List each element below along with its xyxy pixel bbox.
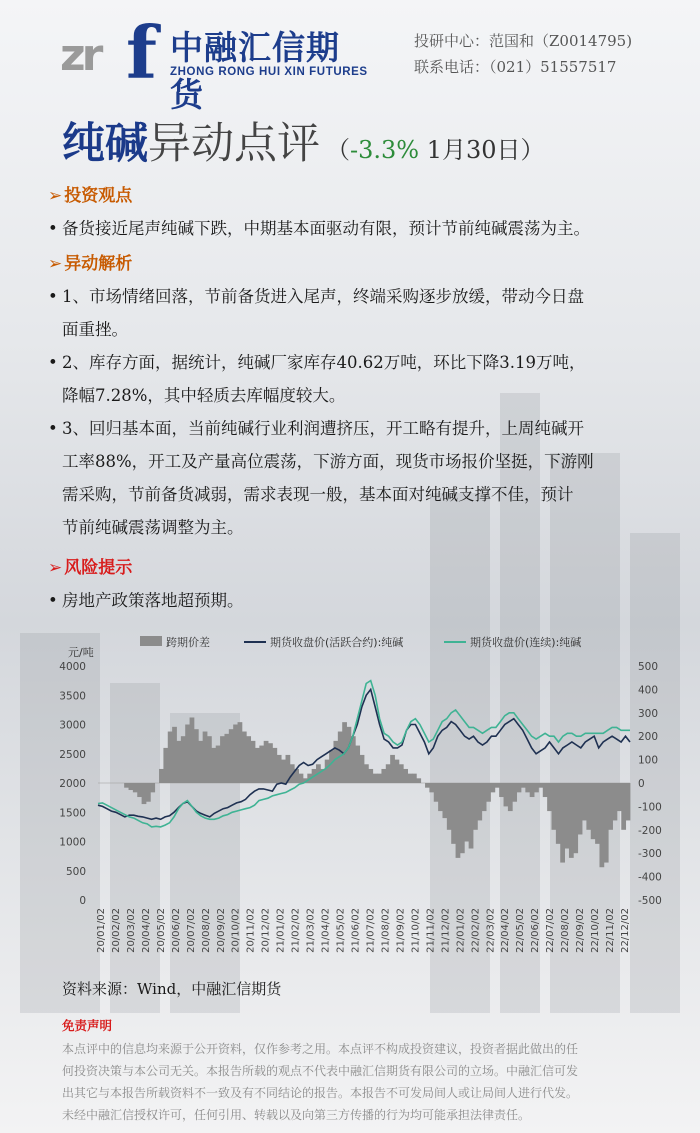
spread-bar	[451, 783, 456, 844]
x-tick-label: 21/01/02	[275, 908, 287, 953]
y-right-tick-label: -300	[638, 848, 662, 861]
spread-bar	[251, 741, 256, 783]
spread-bar	[482, 783, 487, 811]
y-left-tick-label: 1500	[59, 807, 86, 820]
spread-bar	[578, 783, 583, 834]
spread-bar	[351, 736, 356, 783]
spread-bar	[229, 729, 234, 783]
phone-line: 联系电话：（021）51557517	[414, 58, 617, 76]
spread-bar	[124, 783, 129, 788]
spread-bar	[412, 774, 417, 783]
spread-bar	[299, 774, 304, 783]
spread-bar	[224, 734, 229, 783]
spread-bar	[185, 725, 190, 784]
spread-bar	[565, 783, 570, 849]
x-tick-label: 21/03/02	[305, 908, 317, 953]
spread-bar	[395, 760, 400, 783]
spread-bar	[525, 783, 530, 792]
title-date: 1月30日）	[419, 136, 545, 164]
x-tick-label: 21/11/02	[425, 908, 437, 953]
spread-bar	[425, 783, 430, 788]
x-tick-label: 20/04/02	[140, 908, 152, 953]
spread-bar	[264, 741, 269, 783]
analysis-point-1: • 1、市场情绪回落，节前备货进入尾声，终端采购逐步放缓，带动今日盘 面重挫。	[48, 287, 584, 339]
spread-bar	[608, 783, 613, 830]
y-left-tick-label: 3500	[59, 690, 86, 703]
spread-bar	[163, 748, 168, 783]
legend-swatch	[140, 636, 162, 646]
x-tick-label: 22/10/02	[590, 908, 602, 953]
title-meta: （-3.3% 1月30日）	[326, 136, 545, 164]
soda-ash-price-chart	[0, 620, 700, 970]
title-product: 纯碱	[62, 119, 148, 169]
x-tick-label: 21/09/02	[395, 908, 407, 953]
spread-bar	[181, 736, 186, 783]
spread-bar	[469, 783, 474, 849]
y-right-tick-label: 200	[638, 731, 659, 744]
spread-bar	[517, 783, 522, 792]
spread-bar	[203, 732, 208, 783]
spread-bar	[586, 783, 591, 830]
x-tick-label: 20/03/02	[125, 908, 137, 953]
spread-bar	[159, 769, 164, 783]
y-left-tick-label: 4000	[59, 661, 86, 673]
y-right-tick-label: -500	[638, 895, 662, 907]
spread-bar	[268, 743, 273, 783]
spread-bar	[198, 741, 203, 783]
spread-bar	[547, 783, 552, 811]
x-tick-label: 21/04/02	[320, 908, 332, 953]
spread-bar	[281, 760, 286, 783]
spread-bar	[142, 783, 147, 804]
spread-bar	[599, 783, 604, 867]
y-right-tick-label: 0	[638, 778, 645, 790]
spread-bar	[390, 755, 395, 783]
x-tick-label: 22/05/02	[515, 908, 527, 953]
spread-bar	[538, 783, 543, 788]
x-tick-label: 21/10/02	[410, 908, 422, 953]
section-risk: ➢ 风险提示	[48, 558, 133, 578]
spread-bar	[438, 783, 443, 811]
spread-bar	[329, 750, 334, 783]
change-percent: -3.3%	[350, 136, 420, 164]
y-left-tick-label: 2000	[59, 778, 86, 790]
legend-label: 期货收盘价(连续):纯碱	[470, 636, 582, 649]
spread-bar	[552, 783, 557, 830]
spread-bar	[456, 783, 461, 858]
spread-bar	[133, 783, 138, 792]
y-left-tick-label: 2500	[59, 748, 86, 761]
x-tick-label: 22/03/02	[485, 908, 497, 953]
spread-bar	[442, 783, 447, 818]
spread-bar	[582, 783, 587, 820]
x-tick-label: 20/08/02	[200, 908, 212, 953]
spread-bar	[530, 783, 535, 797]
spread-bar	[477, 783, 482, 820]
spread-bar	[473, 783, 478, 830]
bullet-icon: •	[48, 219, 58, 238]
risk-text: • 房地产政策落地超预期。	[48, 591, 244, 610]
spread-bar	[416, 778, 421, 783]
spread-bar	[172, 727, 177, 783]
spread-bar	[408, 774, 413, 783]
disclaimer-title: 免责声明	[62, 1018, 113, 1033]
x-tick-label: 20/01/02	[96, 908, 107, 953]
legend-label: 期货收盘价(活跃合约):纯碱	[270, 636, 404, 649]
spread-bar	[129, 783, 134, 790]
spread-bar	[190, 717, 195, 783]
spread-bar	[220, 736, 225, 783]
disclaimer-text: 本点评中的信息均来源于公开资料，仅作参考之用。本点评不构成投资建议，投资者据此做出的任 何投资决策与本公司无关。本报告所载的观点不代表中融汇信期货有限公司的立场。中融汇信可发 出其它与本报告所载资料不一致及有不同结论的报告。本报告不可发局间人或让局间人进行代发。 未经中融汇信授权许可，任何引用、转载以及向第三方传播的行为均可能承担法律责任。	[62, 1042, 579, 1122]
y-left-tick-label: 3000	[59, 719, 86, 732]
spread-bar	[595, 783, 600, 844]
x-tick-label: 20/07/02	[185, 908, 197, 953]
spread-bar	[368, 769, 373, 783]
y-right-tick-label: -400	[638, 871, 662, 884]
spread-bar	[464, 783, 469, 842]
x-tick-label: 20/11/02	[245, 908, 257, 953]
company-logo	[60, 10, 370, 114]
spread-bar	[486, 783, 491, 802]
data-source: 资料来源：Wind，中融汇信期货	[62, 980, 282, 998]
spread-bar	[238, 722, 243, 783]
x-tick-label: 20/09/02	[215, 908, 227, 953]
spread-bar	[490, 783, 495, 792]
logo-chinese-name: 中融汇信期货	[170, 28, 340, 114]
investment-view-text: • 备货接近尾声纯碱下跌，中期基本面驱动有限，预计节前纯碱震荡为主。	[48, 212, 668, 245]
spread-bar	[386, 764, 391, 783]
spread-bar	[495, 783, 500, 788]
section-move-analysis: ➢ 异动解析	[48, 254, 133, 274]
x-tick-label: 20/12/02	[260, 908, 272, 953]
x-tick-label: 20/02/02	[111, 908, 122, 953]
spread-bar	[194, 729, 199, 783]
y-left-tick-label: 1000	[59, 836, 86, 849]
spread-bar	[150, 783, 155, 792]
x-tick-label: 22/08/02	[560, 908, 572, 953]
spread-bar	[168, 732, 173, 783]
y-right-tick-label: 500	[638, 661, 659, 673]
spread-bar	[255, 748, 260, 783]
spread-bar	[621, 783, 626, 830]
spread-bar	[211, 748, 216, 783]
spread-bar	[534, 783, 539, 792]
spread-bar	[364, 764, 369, 783]
spread-bar	[613, 783, 618, 820]
analysis-point-3: • 3、回归基本面，当前纯碱行业利润遭挤压，开工略有提升，上周纯碱开 工率88%，开工及产量高位震荡，下游方面，现货市场报价坚挺，下游刚 需采购，节前备货减弱，需求表现一般，基本面对纯碱支撑不佳，预计 节前纯碱震荡调整为主。	[48, 419, 594, 537]
y-left-tick-label: 0	[79, 895, 86, 907]
spread-bar	[617, 783, 622, 811]
logo-mark-icon: zr f	[60, 10, 157, 95]
spread-bar	[556, 783, 561, 844]
y-right-tick-label: -200	[638, 824, 662, 837]
spread-bar	[521, 783, 526, 788]
spread-bar	[447, 783, 452, 830]
spread-bar	[399, 764, 404, 783]
spread-bar	[242, 732, 247, 783]
legend-label: 跨期价差	[166, 636, 210, 649]
spread-bar	[137, 783, 142, 797]
spread-bar	[429, 783, 434, 792]
x-tick-label: 22/04/02	[500, 908, 512, 953]
x-tick-label: 21/06/02	[350, 908, 362, 953]
logo-english-name: ZHONG RONG HUI XIN FUTURES	[170, 66, 368, 78]
spread-bar	[355, 746, 360, 783]
spread-bar	[499, 783, 504, 797]
spread-bar	[560, 783, 565, 863]
contact-info	[414, 28, 632, 80]
spread-bar	[591, 783, 596, 839]
analysis-point-2: • 2、库存方面，据统计，纯碱厂家库存40.62万吨，环比下降3.19万吨， 降幅7.28%，其中轻质去库幅度较大。	[48, 353, 586, 405]
y-right-tick-label: 300	[638, 707, 659, 720]
spread-bar	[508, 783, 513, 811]
spread-bar	[569, 783, 574, 858]
x-tick-label: 22/01/02	[455, 908, 467, 953]
x-tick-label: 22/07/02	[545, 908, 557, 953]
spread-bar	[460, 783, 465, 853]
x-tick-label: 21/05/02	[335, 908, 347, 953]
spread-bar	[277, 755, 282, 783]
x-tick-label: 20/10/02	[230, 908, 242, 953]
y-left-tick-label: 500	[65, 865, 86, 878]
spread-bar	[333, 741, 338, 783]
x-tick-label: 21/08/02	[380, 908, 392, 953]
x-tick-label: 20/05/02	[155, 908, 167, 953]
x-tick-label: 22/11/02	[605, 908, 616, 953]
x-tick-label: 22/06/02	[530, 908, 542, 953]
spread-bar	[381, 769, 386, 783]
x-tick-label: 20/06/02	[170, 908, 182, 953]
spread-bar	[207, 736, 212, 783]
spread-bar	[325, 760, 330, 783]
x-tick-label: 21/07/02	[365, 908, 377, 953]
section-investment-view: ➢ 投资观点	[48, 186, 133, 206]
y-axis-unit: 元/吨	[68, 646, 94, 659]
spread-bar	[216, 746, 221, 783]
arrow-icon: ➢	[48, 558, 63, 578]
spread-bar	[504, 783, 509, 806]
arrow-icon: ➢	[48, 254, 63, 274]
spread-bar	[377, 774, 382, 783]
spread-bar	[403, 769, 408, 783]
x-tick-label: 22/12/02	[620, 908, 631, 953]
arrow-icon: ➢	[48, 186, 63, 206]
x-tick-label: 21/12/02	[440, 908, 452, 953]
spread-bar	[233, 725, 238, 784]
y-right-tick-label: 100	[638, 754, 659, 767]
spread-bar	[347, 727, 352, 783]
spread-bar	[259, 746, 264, 783]
title-subject: 异动点评	[148, 119, 320, 169]
spread-bar	[176, 741, 181, 783]
spread-bar	[246, 736, 251, 783]
spread-bar	[360, 755, 365, 783]
x-tick-label: 21/02/02	[290, 908, 302, 953]
x-tick-label: 22/02/02	[470, 908, 482, 953]
analyst-line: 投研中心：范国和（Z0014795)	[414, 32, 633, 50]
page-title	[62, 110, 545, 171]
spread-bar	[543, 783, 548, 797]
spread-bar	[272, 748, 277, 783]
spread-bar	[373, 774, 378, 783]
y-right-tick-label: 400	[638, 684, 659, 697]
y-right-tick-label: -100	[638, 801, 662, 814]
x-tick-label: 22/09/02	[575, 908, 587, 953]
spread-bar	[626, 783, 631, 820]
spread-bar	[146, 783, 151, 802]
spread-bar	[573, 783, 578, 853]
spread-bar	[512, 783, 517, 802]
spread-bar	[604, 783, 609, 863]
spread-bar	[434, 783, 439, 802]
